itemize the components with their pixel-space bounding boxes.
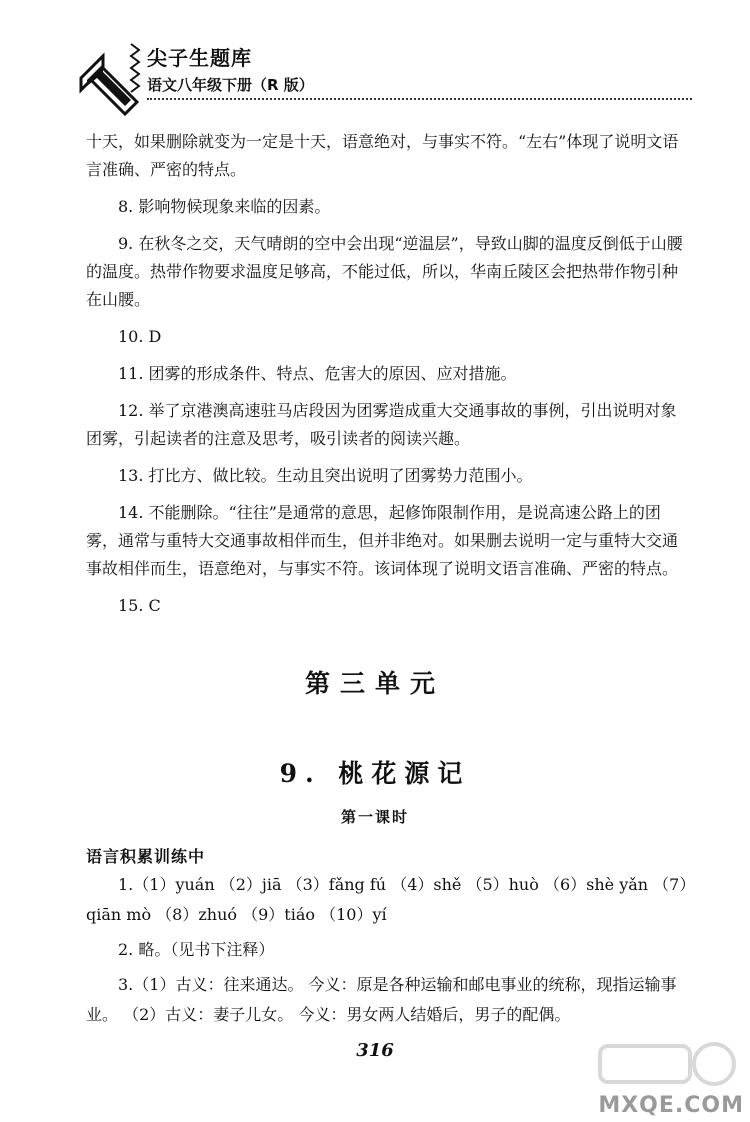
answer-item: 13. 打比方、做比较。生动且突出说明了团雾势力范围小。 — [118, 466, 533, 485]
book-subtitle: 语文八年级下册（R 版） — [147, 76, 314, 94]
answer-item: 10. D — [118, 327, 162, 346]
answer-item: 9. 在秋冬之交，天气晴朗的空中会出现“逆温层”，导致山脚的温度反倒低于山腰的温度。热带作物要求温度足够高，不能过低，所以，华南丘陵区会把热带作物引种在山腰。 — [86, 234, 683, 309]
answer-item: 15. C — [118, 596, 161, 615]
page-number: 316 — [356, 1040, 394, 1061]
answer-item: 12. 举了京港澳高速驻马店段因为团雾造成重大交通事故的事例，引出说明对象团雾，引起读者的注意及思考，吸引读者的阅读兴趣。 — [86, 401, 677, 448]
section-heading: 语言积累训练中 — [86, 847, 206, 866]
period-title: 第一课时 — [340, 808, 409, 826]
answer-item: 十天，如果删除就变为一定是十天，语意绝对，与事实不符。“左右”体现了说明文语言准确、严密的特点。 — [86, 132, 679, 179]
page-header — [75, 38, 695, 128]
lesson-title: 9. 桃花源记 — [279, 759, 471, 788]
answer-item: 8. 影响物候现象来临的因素。 — [118, 197, 331, 216]
header-divider — [147, 98, 692, 100]
exercise-list — [86, 870, 692, 1030]
exercise-item: 1.（1）yuán （2）jiā （3）fǎng fú （4）shě （5）huò （6）shè yǎn （7）qiān mò （8）zhuó （9）tiáo （10）yí — [86, 875, 688, 924]
answer-item: 11. 团雾的形成条件、特点、危害大的原因、应对措施。 — [118, 364, 517, 383]
exercise-item: 3.（1）古义：往来通达。 今义：原是各种运输和邮电事业的统称，现指运输事业。 （2）古义：妻子儿女。 今义：男女两人结婚后，男子的配偶。 — [86, 975, 677, 1024]
book-brand: 尖子生题库 — [147, 46, 252, 70]
unit-title: 第三单元 — [304, 669, 445, 698]
answer-list — [86, 128, 692, 620]
arrow-logo-icon — [75, 38, 145, 128]
answer-item: 14. 不能删除。“往往”是通常的意思，起修饰限制作用，是说高速公路上的团雾，通常与重特大交通事故相伴而生，但并非绝对。如果删去说明一定与重特大交通事故相伴而生，语意绝对，与事实不符。该词体现了说明文语言准确、严密的特点。 — [86, 503, 679, 578]
exercise-item: 2. 略。（见书下注释） — [118, 940, 275, 959]
watermark-text: MXQE.COM — [598, 1093, 744, 1118]
